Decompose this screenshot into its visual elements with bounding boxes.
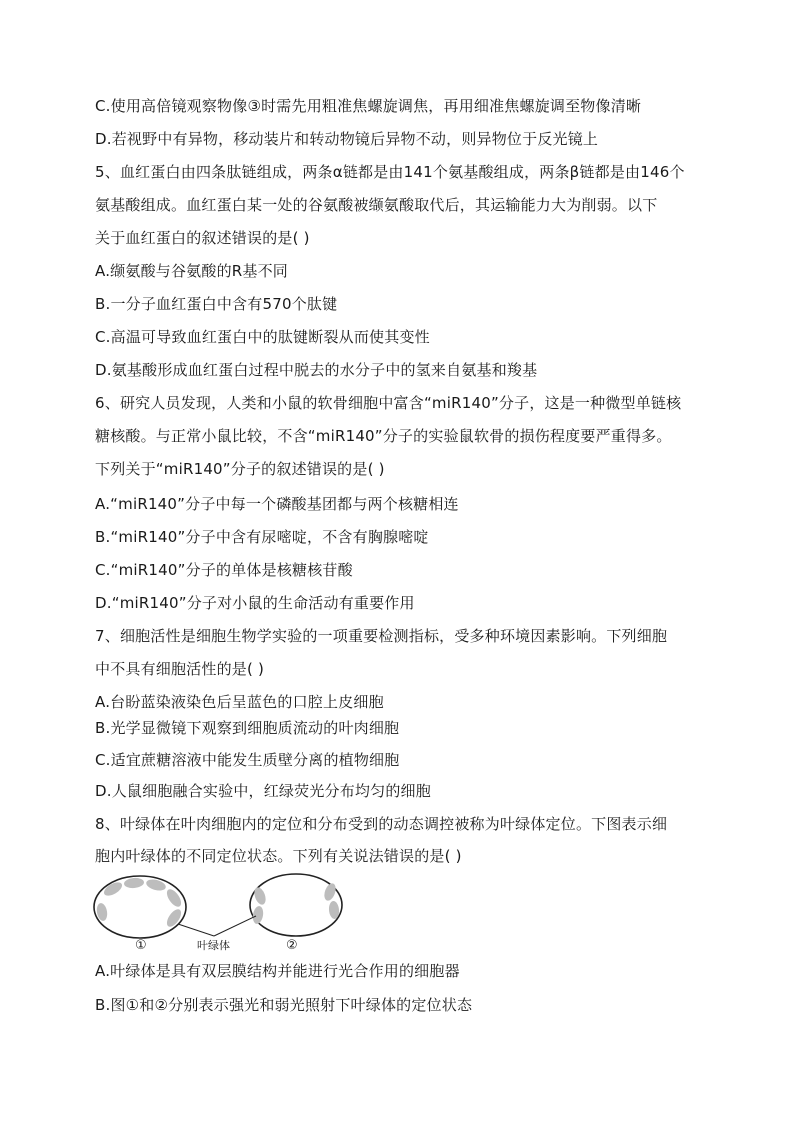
text-line: A.“miR140”分子中每一个磷酸基团都与两个核糖相连 xyxy=(95,495,459,513)
text-line: 6、研究人员发现，人类和小鼠的软骨细胞中富含“miR140”分子，这是一种微型单链核 xyxy=(95,394,682,412)
text-line: B.光学显微镜下观察到细胞质流动的叶肉细胞 xyxy=(95,719,400,737)
figure-label-2: ② xyxy=(286,938,298,952)
figure-label-1: ① xyxy=(135,938,147,952)
text-line: D.“miR140”分子对小鼠的生命活动有重要作用 xyxy=(95,594,415,612)
text-line: B.一分子血红蛋白中含有570个肽键 xyxy=(95,295,338,313)
text-line: 7、细胞活性是细胞生物学实验的一项重要检测指标，受多种环境因素影响。下列细胞 xyxy=(95,627,668,645)
text-line: C.使用高倍镜观察物像③时需先用粗准焦螺旋调焦，再用细准焦螺旋调至物像清晰 xyxy=(95,97,642,115)
text-line: 关于血红蛋白的叙述错误的是( ) xyxy=(95,229,310,247)
text-line: A.台盼蓝染液染色后呈蓝色的口腔上皮细胞 xyxy=(95,693,384,711)
text-line: 氨基酸组成。血红蛋白某一处的谷氨酸被缬氨酸取代后，其运输能力大为削弱。以下 xyxy=(95,196,658,214)
text-line: B.图①和②分别表示强光和弱光照射下叶绿体的定位状态 xyxy=(95,996,473,1014)
text-line: 胞内叶绿体的不同定位状态。下列有关说法错误的是( ) xyxy=(95,847,462,865)
text-line: D.人鼠细胞融合实验中，红绿荧光分布均匀的细胞 xyxy=(95,782,431,800)
text-line: C.“miR140”分子的单体是核糖核苷酸 xyxy=(95,561,353,579)
chloroplast-diagram xyxy=(90,872,360,952)
leader-line xyxy=(178,924,214,936)
figure-center-label: 叶绿体 xyxy=(197,939,230,952)
text-line: D.氨基酸形成血红蛋白过程中脱去的水分子中的氢来自氨基和羧基 xyxy=(95,361,538,379)
text-line: 8、叶绿体在叶肉细胞内的定位和分布受到的动态调控被称为叶绿体定位。下图表示细 xyxy=(95,815,668,833)
text-line: 5、血红蛋白由四条肽链组成，两条α链都是由141个氨基酸组成，两条β链都是由146个 xyxy=(95,163,685,181)
cell-2-outline xyxy=(250,874,342,936)
text-line: 中不具有细胞活性的是( ) xyxy=(95,660,265,678)
chloroplast-figure xyxy=(90,872,360,952)
text-line: A.叶绿体是具有双层膜结构并能进行光合作用的细胞器 xyxy=(95,962,460,980)
text-line: C.高温可导致血红蛋白中的肽键断裂从而使其变性 xyxy=(95,328,430,346)
text-line: D.若视野中有异物，移动装片和转动物镜后异物不动，则异物位于反光镜上 xyxy=(95,130,599,148)
text-line: B.“miR140”分子中含有尿嘧啶，不含有胸腺嘧啶 xyxy=(95,528,429,546)
text-line: C.适宜蔗糖溶液中能发生质壁分离的植物细胞 xyxy=(95,751,400,769)
text-line: A.缬氨酸与谷氨酸的R基不同 xyxy=(95,262,288,280)
text-line: 下列关于“miR140”分子的叙述错误的是( ) xyxy=(95,460,385,478)
text-line: 糖核酸。与正常小鼠比较，不含“miR140”分子的实验鼠软骨的损伤程度要严重得多。 xyxy=(95,427,672,445)
leader-line xyxy=(214,916,256,936)
